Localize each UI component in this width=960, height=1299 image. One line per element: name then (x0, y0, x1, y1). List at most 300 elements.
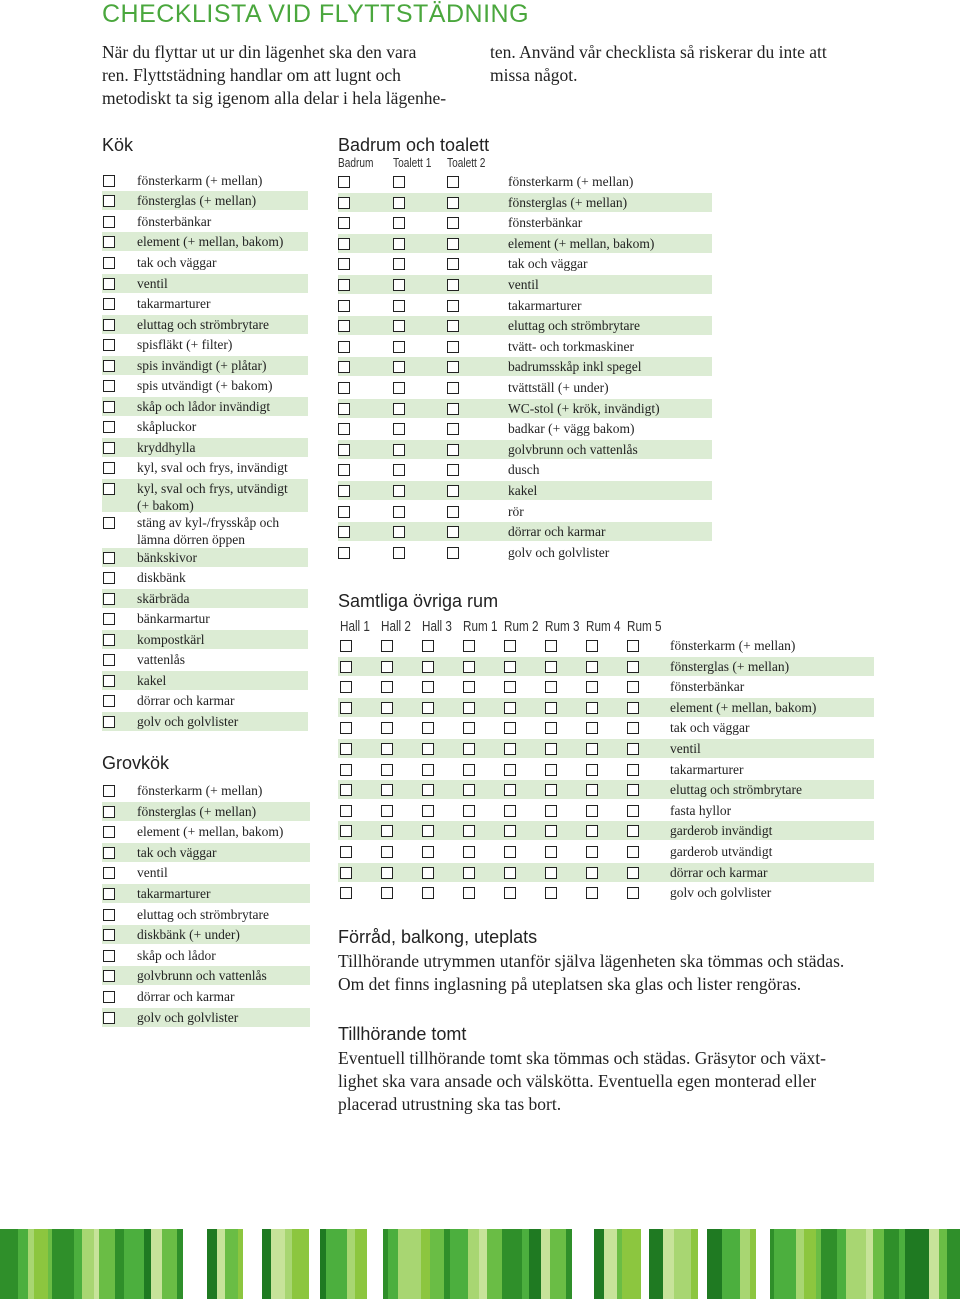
checkbox[interactable] (103, 298, 115, 310)
checkbox[interactable] (447, 176, 459, 188)
checkbox[interactable] (381, 722, 393, 734)
checkbox[interactable] (381, 805, 393, 817)
checkbox[interactable] (422, 784, 434, 796)
checkbox[interactable] (103, 552, 115, 564)
checkbox[interactable] (103, 613, 115, 625)
stripe (649, 1229, 663, 1299)
checkbox[interactable] (463, 743, 475, 755)
checkbox[interactable] (586, 681, 598, 693)
checklist-label: fönsterglas (+ mellan) (137, 803, 257, 819)
stripe (82, 1229, 94, 1299)
checkbox[interactable] (586, 661, 598, 673)
checkbox[interactable] (393, 382, 405, 394)
checkbox[interactable] (381, 661, 393, 673)
stripe (34, 1229, 48, 1299)
checkbox[interactable] (463, 846, 475, 858)
stripe (663, 1229, 674, 1299)
checklist-label: golv och golvlister (137, 714, 239, 729)
checkbox[interactable] (422, 702, 434, 714)
checkbox[interactable] (393, 506, 405, 518)
stripe (450, 1229, 468, 1299)
stripe (691, 1229, 698, 1299)
checkbox[interactable] (103, 716, 115, 728)
checkbox[interactable] (103, 1012, 115, 1024)
checkbox[interactable] (463, 784, 475, 796)
checkbox[interactable] (447, 403, 459, 415)
stripe (837, 1229, 846, 1299)
checkbox[interactable] (447, 485, 459, 497)
column-header: Toalett 1 (393, 155, 432, 170)
checkbox[interactable] (545, 825, 557, 837)
checkbox[interactable] (447, 547, 459, 559)
checkbox[interactable] (393, 238, 405, 250)
checkbox[interactable] (545, 805, 557, 817)
checkbox[interactable] (340, 867, 352, 879)
checkbox[interactable] (447, 526, 459, 538)
stripe (698, 1229, 707, 1299)
checkbox[interactable] (103, 806, 115, 818)
checkbox[interactable] (545, 722, 557, 734)
checkbox[interactable] (338, 238, 350, 250)
checkbox[interactable] (586, 887, 598, 899)
checkbox[interactable] (340, 702, 352, 714)
checkbox[interactable] (447, 279, 459, 291)
checkbox[interactable] (627, 805, 639, 817)
checklist-label: fönsterglas (+ mellan) (670, 658, 790, 674)
checkbox[interactable] (393, 279, 405, 291)
checkbox[interactable] (340, 640, 352, 652)
paragraph-line: Om det finns inglasning på uteplatsen ska glas och lister rengöras. (338, 974, 802, 994)
checkbox[interactable] (422, 722, 434, 734)
checkbox[interactable] (393, 320, 405, 332)
checkbox[interactable] (627, 743, 639, 755)
checklist-label: garderob utvändigt (670, 844, 773, 859)
checkbox[interactable] (463, 722, 475, 734)
checkbox[interactable] (545, 784, 557, 796)
checkbox[interactable] (338, 403, 350, 415)
checkbox[interactable] (103, 380, 115, 392)
checkbox[interactable] (338, 547, 350, 559)
checklist-label: dörrar och karmar (137, 693, 235, 708)
checkbox[interactable] (586, 640, 598, 652)
checkbox[interactable] (381, 825, 393, 837)
checkbox[interactable] (338, 341, 350, 353)
checkbox[interactable] (103, 236, 115, 248)
checkbox[interactable] (447, 361, 459, 373)
checkbox[interactable] (340, 743, 352, 755)
checkbox[interactable] (422, 681, 434, 693)
checkbox[interactable] (103, 175, 115, 187)
checkbox[interactable] (504, 743, 516, 755)
checklist-label: (+ bakom) (137, 498, 194, 513)
checklist-label: fönsterkarm (+ mellan) (508, 174, 634, 189)
checkbox[interactable] (381, 867, 393, 879)
checkbox[interactable] (393, 197, 405, 209)
checkbox[interactable] (422, 640, 434, 652)
row-band (102, 438, 308, 457)
checkbox[interactable] (340, 887, 352, 899)
checkbox[interactable] (504, 846, 516, 858)
checkbox[interactable] (504, 640, 516, 652)
checkbox[interactable] (340, 722, 352, 734)
tomt-heading: Tillhörande tomt (338, 1024, 467, 1044)
checkbox[interactable] (393, 526, 405, 538)
checkbox[interactable] (422, 743, 434, 755)
checklist-label: golv och golvlister (137, 1009, 239, 1025)
checkbox[interactable] (381, 743, 393, 755)
checkbox[interactable] (504, 722, 516, 734)
column-header: Toalett 2 (447, 155, 486, 170)
checkbox[interactable] (422, 887, 434, 899)
ovriga-heading: Samtliga övriga rum (338, 591, 499, 611)
checkbox[interactable] (340, 805, 352, 817)
checkbox[interactable] (447, 238, 459, 250)
checkbox[interactable] (463, 867, 475, 879)
checkbox[interactable] (393, 361, 405, 373)
checkbox[interactable] (393, 464, 405, 476)
checkbox[interactable] (447, 423, 459, 435)
stripe (115, 1229, 124, 1299)
checklist-label: diskbänk (137, 570, 186, 585)
checkbox[interactable] (103, 867, 115, 879)
checkbox[interactable] (338, 197, 350, 209)
stripe (74, 1229, 82, 1299)
checkbox[interactable] (393, 403, 405, 415)
checkbox[interactable] (422, 764, 434, 776)
column-header: Rum 3 (545, 618, 580, 635)
checkbox[interactable] (338, 361, 350, 373)
checklist-label: tvätt- och torkmaskiner (508, 338, 634, 354)
checkbox[interactable] (393, 547, 405, 559)
checklist-label: WC-stol (+ krök, invändigt) (508, 400, 660, 416)
checkbox[interactable] (463, 887, 475, 899)
checkbox[interactable] (447, 444, 459, 456)
checklist-label: dusch (508, 462, 540, 478)
checkbox[interactable] (338, 464, 350, 476)
stripe (487, 1229, 502, 1299)
checkbox[interactable] (381, 784, 393, 796)
checkbox[interactable] (103, 888, 115, 900)
checkbox[interactable] (627, 722, 639, 734)
checkbox[interactable] (103, 970, 115, 982)
checklist-label: golvbrunn och vattenlås (508, 441, 638, 457)
checkbox[interactable] (545, 681, 557, 693)
stripe (162, 1229, 177, 1299)
checkbox[interactable] (103, 421, 115, 433)
checkbox[interactable] (447, 382, 459, 394)
checkbox[interactable] (381, 702, 393, 714)
row-band (338, 863, 874, 882)
stripe (347, 1229, 355, 1299)
checklist-label: dörrar och karmar (508, 524, 606, 540)
checkbox[interactable] (103, 909, 115, 921)
column-header: Rum 5 (627, 618, 662, 635)
checkbox[interactable] (338, 258, 350, 270)
checkbox[interactable] (627, 825, 639, 837)
checkbox[interactable] (103, 695, 115, 707)
checkbox[interactable] (103, 462, 115, 474)
stripe (572, 1229, 594, 1299)
checkbox[interactable] (463, 640, 475, 652)
checklist-label: eluttag och strömbrytare (137, 317, 269, 332)
checklist-label: bänkskivor (137, 550, 197, 565)
stripe (522, 1229, 529, 1299)
checkbox[interactable] (103, 950, 115, 962)
checkbox[interactable] (586, 743, 598, 755)
checkbox[interactable] (340, 846, 352, 858)
checkbox[interactable] (504, 702, 516, 714)
checkbox[interactable] (393, 300, 405, 312)
checkbox[interactable] (447, 506, 459, 518)
checkbox[interactable] (627, 702, 639, 714)
checkbox[interactable] (586, 805, 598, 817)
checkbox[interactable] (463, 764, 475, 776)
checkbox[interactable] (381, 681, 393, 693)
checkbox[interactable] (340, 764, 352, 776)
checkbox[interactable] (504, 887, 516, 899)
intro-line: ren. Flyttstädning handlar om att lugnt och (102, 65, 401, 85)
checkbox[interactable] (103, 517, 115, 529)
checkbox[interactable] (627, 846, 639, 858)
checkbox[interactable] (103, 572, 115, 584)
checkbox[interactable] (422, 825, 434, 837)
checkbox[interactable] (627, 681, 639, 693)
checkbox[interactable] (381, 887, 393, 899)
checklist-label: rör (508, 503, 524, 519)
checkbox[interactable] (340, 681, 352, 693)
checkbox[interactable] (340, 825, 352, 837)
stripe (355, 1229, 367, 1299)
checkbox[interactable] (627, 784, 639, 796)
checkbox[interactable] (586, 764, 598, 776)
checkbox[interactable] (103, 257, 115, 269)
checkbox[interactable] (103, 442, 115, 454)
checkbox[interactable] (338, 320, 350, 332)
checkbox[interactable] (340, 661, 352, 673)
stripe (846, 1229, 866, 1299)
checkbox[interactable] (338, 176, 350, 188)
column-header: Hall 1 (340, 618, 370, 635)
checklist-label: ventil (508, 277, 539, 292)
checklist-label: spisfläkt (+ filter) (137, 337, 233, 352)
stripe (502, 1229, 522, 1299)
stripe (292, 1229, 309, 1299)
checkbox[interactable] (338, 506, 350, 518)
checkbox[interactable] (504, 784, 516, 796)
stripe (707, 1229, 722, 1299)
stripe (144, 1229, 151, 1299)
column-header: Rum 4 (586, 618, 621, 635)
checkbox[interactable] (447, 197, 459, 209)
stripe (430, 1229, 444, 1299)
checkbox[interactable] (338, 279, 350, 291)
checkbox[interactable] (586, 846, 598, 858)
stripe (929, 1229, 939, 1299)
checkbox[interactable] (447, 464, 459, 476)
checklist-label: spis invändigt (+ plåtar) (137, 358, 267, 373)
checkbox[interactable] (103, 634, 115, 646)
decorative-stripe-footer (0, 1229, 960, 1299)
badrum-heading: Badrum och toalett (338, 135, 490, 155)
checkbox[interactable] (586, 784, 598, 796)
checklist-label: ventil (670, 741, 701, 756)
checkbox[interactable] (627, 764, 639, 776)
checkbox[interactable] (103, 654, 115, 666)
checklist-label: element (+ mellan, bakom) (137, 234, 284, 249)
checkbox[interactable] (393, 444, 405, 456)
checkbox[interactable] (340, 784, 352, 796)
checkbox[interactable] (338, 382, 350, 394)
checkbox[interactable] (338, 423, 350, 435)
stripe (388, 1229, 398, 1299)
stripe (183, 1229, 207, 1299)
checkbox[interactable] (103, 339, 115, 351)
checkbox[interactable] (463, 681, 475, 693)
stripe (367, 1229, 383, 1299)
stripe (722, 1229, 740, 1299)
checklist-label: spis utvändigt (+ bakom) (137, 378, 273, 393)
checkbox[interactable] (586, 825, 598, 837)
checkbox[interactable] (381, 846, 393, 858)
checkbox[interactable] (103, 593, 115, 605)
checkbox[interactable] (545, 887, 557, 899)
row-band (102, 274, 308, 293)
stripe (796, 1229, 804, 1299)
checklist-label: skåpluckor (137, 419, 197, 434)
checklist-label: tak och väggar (137, 255, 217, 270)
checkbox[interactable] (586, 702, 598, 714)
checklist-label: bänkarmartur (137, 611, 210, 626)
checkbox[interactable] (504, 681, 516, 693)
checkbox[interactable] (103, 401, 115, 413)
checkbox[interactable] (463, 825, 475, 837)
checklist-label: fönsterbänkar (508, 215, 583, 231)
checkbox[interactable] (103, 195, 115, 207)
checkbox[interactable] (545, 867, 557, 879)
checkbox[interactable] (393, 341, 405, 353)
checkbox[interactable] (463, 661, 475, 673)
stripe (243, 1229, 262, 1299)
checklist-label: fönsterbänkar (670, 679, 745, 695)
paragraph-line: Tillhörande utrymmen utanför själva lägenheten ska tömmas och städas. (338, 951, 845, 971)
stripe (52, 1229, 74, 1299)
checkbox[interactable] (103, 826, 115, 838)
checkbox[interactable] (627, 640, 639, 652)
checkbox[interactable] (393, 423, 405, 435)
checkbox[interactable] (103, 216, 115, 228)
checkbox[interactable] (422, 805, 434, 817)
checkbox[interactable] (447, 258, 459, 270)
stripe (217, 1229, 225, 1299)
stripe (285, 1229, 292, 1299)
checkbox[interactable] (447, 217, 459, 229)
checkbox[interactable] (393, 217, 405, 229)
checkbox[interactable] (627, 867, 639, 879)
stripe (550, 1229, 566, 1299)
row-band (338, 739, 874, 758)
checkbox[interactable] (103, 319, 115, 331)
row-band (102, 630, 308, 649)
checkbox[interactable] (504, 867, 516, 879)
stripe (225, 1229, 238, 1299)
paragraph-line: lighet ska vara ansade och välskötta. Eventuella egen monterad eller (338, 1071, 817, 1091)
checkbox[interactable] (103, 785, 115, 797)
checkbox[interactable] (545, 702, 557, 714)
checkbox[interactable] (504, 661, 516, 673)
checkbox[interactable] (586, 867, 598, 879)
checkbox[interactable] (393, 176, 405, 188)
checkbox[interactable] (627, 661, 639, 673)
stripe (804, 1229, 816, 1299)
checkbox[interactable] (338, 217, 350, 229)
checkbox[interactable] (545, 846, 557, 858)
checkbox[interactable] (103, 847, 115, 859)
checklist-label: fönsterglas (+ mellan) (137, 193, 257, 208)
checkbox[interactable] (103, 991, 115, 1003)
checklist-label: fasta hyllor (670, 802, 732, 818)
checkbox[interactable] (103, 278, 115, 290)
checkbox[interactable] (504, 805, 516, 817)
checkbox[interactable] (627, 887, 639, 899)
checkbox[interactable] (393, 258, 405, 270)
checklist-label: ventil (137, 276, 168, 291)
row-band (102, 671, 308, 690)
checklist-label: takarmarturer (508, 297, 582, 313)
checkbox[interactable] (381, 640, 393, 652)
checkbox[interactable] (103, 360, 115, 372)
checkbox[interactable] (393, 485, 405, 497)
checklist-label: element (+ mellan, bakom) (137, 824, 284, 840)
checkbox[interactable] (338, 300, 350, 312)
checkbox[interactable] (103, 483, 115, 495)
checkbox[interactable] (422, 867, 434, 879)
checklist-label: fönsterglas (+ mellan) (508, 194, 628, 210)
checkbox[interactable] (504, 825, 516, 837)
stripe (207, 1229, 217, 1299)
checklist-label: skåp och lådor (137, 947, 216, 963)
checkbox[interactable] (338, 444, 350, 456)
checkbox[interactable] (545, 764, 557, 776)
checklist-label: kakel (508, 483, 538, 498)
checkbox[interactable] (103, 929, 115, 941)
checkbox[interactable] (447, 341, 459, 353)
column-header: Badrum (338, 155, 374, 170)
checkbox[interactable] (545, 661, 557, 673)
checkbox[interactable] (103, 675, 115, 687)
checkbox[interactable] (545, 640, 557, 652)
checkbox[interactable] (447, 300, 459, 312)
checkbox[interactable] (447, 320, 459, 332)
checklist-label: kryddhylla (137, 440, 196, 455)
checkbox[interactable] (422, 846, 434, 858)
checklist-label: badkar (+ vägg bakom) (508, 421, 635, 437)
checkbox[interactable] (463, 702, 475, 714)
checkbox[interactable] (381, 764, 393, 776)
checklist-label: ventil (137, 865, 168, 881)
checkbox[interactable] (422, 661, 434, 673)
checklist-label: takarmarturer (670, 761, 744, 777)
checkbox[interactable] (463, 805, 475, 817)
kok-heading: Kök (102, 135, 134, 155)
checkbox[interactable] (545, 743, 557, 755)
checkbox[interactable] (338, 526, 350, 538)
stripe (740, 1229, 750, 1299)
checklist-label: dörrar och karmar (137, 989, 235, 1004)
checkbox[interactable] (504, 764, 516, 776)
checkbox[interactable] (338, 485, 350, 497)
checkbox[interactable] (586, 722, 598, 734)
row-band (338, 657, 874, 676)
